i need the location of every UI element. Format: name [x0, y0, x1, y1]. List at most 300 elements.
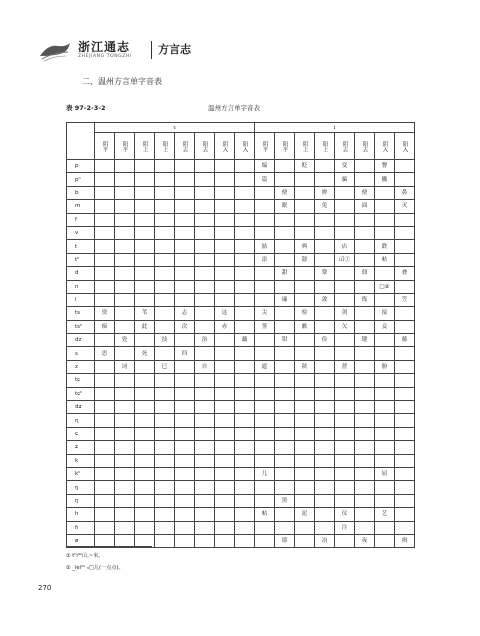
- syllable-cell: [275, 240, 295, 253]
- table-row: [67, 508, 415, 521]
- syllable-cell: [155, 414, 175, 427]
- syllable-cell: [235, 508, 255, 521]
- syllable-cell: [335, 293, 355, 306]
- syllable-cell: [235, 360, 255, 373]
- syllable-cell: [375, 387, 395, 400]
- syllable-cell: [295, 374, 315, 387]
- syllable-cell: [315, 360, 335, 373]
- syllable-cell: [395, 253, 415, 266]
- syllable-cell: 治: [195, 334, 215, 347]
- syllable-cell: [175, 534, 195, 547]
- syllable-cell: [235, 307, 255, 320]
- syllable-cell: [335, 267, 355, 280]
- table-row: [67, 374, 415, 387]
- tone-header: 阴入: [215, 133, 235, 160]
- syllable-cell: [175, 253, 195, 266]
- syllable-cell: [295, 280, 315, 293]
- initial-cell: k: [67, 454, 95, 467]
- syllable-cell: [195, 454, 215, 467]
- syllable-cell: [235, 293, 255, 306]
- syllable-cell: [155, 307, 175, 320]
- syllable-cell: [295, 213, 315, 226]
- syllable-cell: [315, 320, 335, 333]
- syllable-cell: [355, 320, 375, 333]
- syllable-cell: [235, 347, 255, 360]
- syllable-cell: [255, 454, 275, 467]
- syllable-cell: [115, 253, 135, 266]
- initial-cell: dz: [67, 334, 95, 347]
- syllable-cell: [215, 414, 235, 427]
- syllable-cell: [355, 374, 375, 387]
- table-row: [67, 240, 415, 253]
- footnote-rule: [66, 546, 152, 547]
- syllable-cell: [235, 173, 255, 186]
- syllable-cell: [375, 427, 395, 440]
- initial-cell: ŋ: [67, 494, 95, 507]
- syllable-cell: [335, 347, 355, 360]
- final-header: i: [255, 123, 415, 133]
- initial-cell: tsʰ: [67, 320, 95, 333]
- syllable-cell: 帖: [375, 253, 395, 266]
- tones-header-row: [67, 133, 415, 160]
- syllable-cell: [235, 253, 255, 266]
- syllable-cell: [175, 240, 195, 253]
- syllable-cell: [135, 213, 155, 226]
- syllable-cell: [155, 320, 175, 333]
- syllable-cell: [235, 320, 255, 333]
- syllable-cell: [315, 454, 335, 467]
- syllable-cell: 辫: [315, 186, 335, 199]
- syllable-cell: [255, 481, 275, 494]
- initial-cell: ø: [67, 534, 95, 547]
- syllable-cell: 变: [335, 160, 355, 173]
- syllable-cell: 舔: [295, 253, 315, 266]
- initial-cell: b: [67, 186, 95, 199]
- syllable-cell: [195, 467, 215, 480]
- table-row: [67, 173, 415, 186]
- syllable-cell: 志: [175, 307, 195, 320]
- syllable-cell: [235, 427, 255, 440]
- syllable-cell: [175, 414, 195, 427]
- syllable-cell: [255, 347, 275, 360]
- table-row: [67, 360, 415, 373]
- syllable-cell: [295, 521, 315, 534]
- syllable-cell: 佃: [355, 267, 375, 280]
- initial-cell: ʑ: [67, 441, 95, 454]
- syllable-cell: [215, 534, 235, 547]
- syllable-cell: [315, 253, 335, 266]
- syllable-cell: 甜: [275, 267, 295, 280]
- syllable-cell: [275, 213, 295, 226]
- syllable-cell: [235, 280, 255, 293]
- syllable-cell: [315, 467, 335, 480]
- syllable-cell: [215, 293, 235, 306]
- syllable-cell: [235, 267, 255, 280]
- syllable-cell: 歉: [295, 320, 315, 333]
- syllable-cell: [215, 226, 235, 239]
- corner-cell: [67, 123, 95, 160]
- initial-cell: ŋ: [67, 481, 95, 494]
- tone-header: 阳平: [275, 133, 295, 160]
- initial-cell: l: [67, 293, 95, 306]
- syllable-cell: [135, 427, 155, 440]
- syllable-cell: [255, 441, 275, 454]
- tone-header: 阴去: [175, 133, 195, 160]
- syllable-cell: [235, 186, 255, 199]
- syllable-cell: [215, 427, 235, 440]
- syllable-cell: 炼: [355, 293, 375, 306]
- syllable-cell: [155, 481, 175, 494]
- syllable-cell: [115, 280, 135, 293]
- table-row: [67, 454, 415, 467]
- tone-header: 阳去: [355, 133, 375, 160]
- table-row: [67, 280, 415, 293]
- syllable-cell: [215, 347, 235, 360]
- syllable-cell: [175, 200, 195, 213]
- syllable-cell: [195, 280, 215, 293]
- syllable-cell: [155, 374, 175, 387]
- syllable-cell: [175, 160, 195, 173]
- syllable-cell: [195, 508, 215, 521]
- syllable-cell: [275, 441, 295, 454]
- syllable-cell: [355, 213, 375, 226]
- syllable-cell: 痴: [95, 320, 115, 333]
- syllable-cell: [195, 401, 215, 414]
- syllable-cell: [195, 267, 215, 280]
- syllable-cell: 瞥: [375, 160, 395, 173]
- syllable-cell: [395, 347, 415, 360]
- syllable-cell: [235, 467, 255, 480]
- syllable-cell: 黑: [275, 494, 295, 507]
- syllable-cell: 编: [255, 160, 275, 173]
- syllable-cell: [355, 387, 375, 400]
- syllable-cell: 次: [175, 320, 195, 333]
- syllable-cell: 儿: [255, 467, 275, 480]
- initial-cell: tɕʰ: [67, 387, 95, 400]
- syllable-cell: [255, 414, 275, 427]
- syllable-cell: [395, 508, 415, 521]
- tone-header: 阴平: [255, 133, 275, 160]
- table-row: [67, 160, 415, 173]
- syllable-cell: [115, 267, 135, 280]
- table-row: [67, 467, 415, 480]
- syllable-cell: [395, 307, 415, 320]
- syllable-cell: [335, 334, 355, 347]
- syllable-cell: [195, 534, 215, 547]
- syllable-cell: [115, 347, 135, 360]
- syllable-cell: [215, 173, 235, 186]
- syllable-cell: [335, 374, 355, 387]
- tone-header: 阳入: [395, 133, 415, 160]
- syllable-cell: 技: [155, 334, 175, 347]
- syllable-cell: [375, 267, 395, 280]
- syllable-cell: [255, 494, 275, 507]
- zhejiang-tongzhi-logo-icon: [38, 40, 72, 62]
- syllable-cell: 注: [335, 521, 355, 534]
- syllable-cell: 簟: [315, 267, 335, 280]
- syllable-cell: [315, 521, 335, 534]
- syllable-cell: [255, 186, 275, 199]
- syllable-cell: [135, 240, 155, 253]
- syllable-cell: 跌: [375, 240, 395, 253]
- syllable-cell: [135, 467, 155, 480]
- syllable-cell: [315, 347, 335, 360]
- syllable-cell: [215, 334, 235, 347]
- syllable-cell: [295, 293, 315, 306]
- syllable-cell: [155, 267, 175, 280]
- syllable-cell: [175, 267, 195, 280]
- syllable-cell: [155, 226, 175, 239]
- syllable-cell: [315, 508, 335, 521]
- syllable-cell: [195, 240, 215, 253]
- syllable-cell: [295, 427, 315, 440]
- syllable-cell: [395, 427, 415, 440]
- syllable-cell: [355, 160, 375, 173]
- table-row: [67, 387, 415, 400]
- syllable-cell: [175, 494, 195, 507]
- initial-cell: ɕ: [67, 427, 95, 440]
- syllable-cell: [95, 213, 115, 226]
- syllable-cell: [195, 200, 215, 213]
- syllable-cell: [235, 494, 255, 507]
- syllable-cell: [275, 226, 295, 239]
- table-row: [67, 213, 415, 226]
- syllable-cell: [175, 186, 195, 199]
- syllable-cell: [175, 387, 195, 400]
- syllable-cell: [275, 374, 295, 387]
- syllable-cell: [315, 441, 335, 454]
- syllable-cell: 蔗: [335, 360, 355, 373]
- table-row: [67, 186, 415, 199]
- footnote-1: ① tʰi⁴²𠙶,~米。: [66, 553, 104, 559]
- syllable-cell: [355, 427, 375, 440]
- syllable-cell: [95, 253, 115, 266]
- syllable-cell: [215, 186, 235, 199]
- syllable-cell: [395, 213, 415, 226]
- tone-header: 阴上: [135, 133, 155, 160]
- syllable-cell: [395, 454, 415, 467]
- table-title: 温州方言单字音表: [208, 104, 260, 112]
- syllable-cell: [195, 387, 215, 400]
- footnote-2: ② _lei²¹ ₃□儿(一点点)。: [66, 565, 124, 571]
- header-title: 方言志: [158, 43, 191, 56]
- syllable-cell: [115, 414, 135, 427]
- syllable-cell: [255, 200, 275, 213]
- syllable-cell: [155, 401, 175, 414]
- syllable-cell: [95, 481, 115, 494]
- syllable-cell: 廉: [275, 293, 295, 306]
- table-row: [67, 481, 415, 494]
- syllable-cell: 俭: [315, 334, 335, 347]
- syllable-cell: [335, 467, 355, 480]
- initial-cell: n: [67, 280, 95, 293]
- syllable-cell: [355, 508, 375, 521]
- tone-header: 阳上: [155, 133, 175, 160]
- syllable-cell: [275, 360, 295, 373]
- syllable-cell: [115, 374, 135, 387]
- syllable-cell: [235, 521, 255, 534]
- syllable-cell: [95, 280, 115, 293]
- table-row: [67, 521, 415, 534]
- syllable-cell: [115, 226, 135, 239]
- initial-cell: s: [67, 347, 95, 360]
- syllable-cell: [175, 173, 195, 186]
- syllable-cell: [215, 253, 235, 266]
- syllable-cell: 藤: [395, 334, 415, 347]
- syllable-cell: 钳: [275, 334, 295, 347]
- syllable-cell: [135, 387, 155, 400]
- syllable-cell: [395, 320, 415, 333]
- syllable-cell: [215, 494, 235, 507]
- syllable-cell: [255, 226, 275, 239]
- syllable-cell: [215, 213, 235, 226]
- syllable-cell: 词: [115, 360, 135, 373]
- syllable-cell: [395, 481, 415, 494]
- syllable-cell: [375, 186, 395, 199]
- syllable-cell: [155, 441, 175, 454]
- syllable-cell: [355, 360, 375, 373]
- syllable-cell: [135, 226, 155, 239]
- syllable-cell: [335, 200, 355, 213]
- syllable-cell: [115, 427, 135, 440]
- syllable-cell: [175, 374, 195, 387]
- syllable-cell: [395, 387, 415, 400]
- syllable-cell: [275, 427, 295, 440]
- syllable-cell: [355, 240, 375, 253]
- syllable-cell: [155, 521, 175, 534]
- syllable-cell: [195, 441, 215, 454]
- initial-cell: dʑ: [67, 401, 95, 414]
- syllable-cell: [115, 454, 135, 467]
- syllable-cell: [175, 293, 195, 306]
- initial-cell: ɳ: [67, 414, 95, 427]
- syllable-cell: [175, 467, 195, 480]
- syllable-cell: [115, 307, 135, 320]
- syllable-cell: 篇: [255, 173, 275, 186]
- syllable-cell: [335, 534, 355, 547]
- syllable-cell: [275, 253, 295, 266]
- syllable-cell: [355, 414, 375, 427]
- syllable-cell: [255, 293, 275, 306]
- syllable-cell: 叠: [395, 267, 415, 280]
- table-row: [67, 253, 415, 266]
- syllable-cell: [395, 441, 415, 454]
- syllable-cell: [175, 508, 195, 521]
- syllable-cell: [295, 173, 315, 186]
- syllable-cell: [315, 494, 335, 507]
- syllable-cell: 撇: [375, 173, 395, 186]
- initial-cell: tɕ: [67, 374, 95, 387]
- syllable-cell: 遮: [255, 360, 275, 373]
- brand-pinyin: ZHEJIANG TONGZHI: [78, 54, 132, 59]
- syllable-cell: [95, 240, 115, 253]
- syllable-cell: [115, 186, 135, 199]
- syllable-cell: [215, 387, 235, 400]
- syllable-cell: [155, 467, 175, 480]
- syllable-cell: [315, 427, 335, 440]
- syllable-cell: [275, 160, 295, 173]
- syllable-cell: [255, 267, 275, 280]
- syllable-cell: [235, 213, 255, 226]
- syllable-cell: [115, 320, 135, 333]
- syllable-cell: [195, 160, 215, 173]
- syllable-cell: [375, 414, 395, 427]
- syllable-cell: 泥: [295, 508, 315, 521]
- tone-header: 阴上: [295, 133, 315, 160]
- syllable-cell: [135, 267, 155, 280]
- syllable-cell: [215, 508, 235, 521]
- initial-cell: pʰ: [67, 173, 95, 186]
- page-header: [38, 38, 198, 68]
- syllable-cell: [195, 226, 215, 239]
- syllable-cell: [375, 374, 395, 387]
- syllable-cell: [315, 481, 335, 494]
- syllable-cell: [395, 521, 415, 534]
- table-row: [67, 307, 415, 320]
- syllable-cell: [235, 200, 255, 213]
- syllable-cell: 眠: [275, 200, 295, 213]
- table-row: [67, 441, 415, 454]
- syllable-cell: [135, 160, 155, 173]
- syllable-cell: [255, 334, 275, 347]
- syllable-cell: [355, 521, 375, 534]
- syllable-cell: [135, 508, 155, 521]
- syllable-cell: 揖: [395, 534, 415, 547]
- tone-header: 阴平: [95, 133, 115, 160]
- syllable-cell: [275, 307, 295, 320]
- syllable-cell: [255, 521, 275, 534]
- syllable-cell: [295, 467, 315, 480]
- syllable-cell: [375, 213, 395, 226]
- syllable-cell: 签: [255, 320, 275, 333]
- syllable-cell: [295, 267, 315, 280]
- table-row: [67, 401, 415, 414]
- syllable-cell: [315, 307, 335, 320]
- syllable-cell: [95, 427, 115, 440]
- syllable-cell: 瓷: [115, 334, 135, 347]
- syllable-cell: [275, 387, 295, 400]
- syllable-cell: [155, 293, 175, 306]
- syllable-cell: [195, 521, 215, 534]
- syllable-cell: 键: [355, 334, 375, 347]
- syllable-cell: [155, 494, 175, 507]
- syllable-cell: [135, 494, 155, 507]
- table-row: [67, 267, 415, 280]
- syllable-cell: 思: [95, 347, 115, 360]
- syllable-cell: [295, 454, 315, 467]
- syllable-cell: [195, 253, 215, 266]
- syllable-cell: [275, 481, 295, 494]
- syllable-cell: [95, 226, 115, 239]
- syllable-cell: [375, 347, 395, 360]
- syllable-cell: 夜: [355, 534, 375, 547]
- syllable-cell: [95, 414, 115, 427]
- syllable-cell: [155, 160, 175, 173]
- syllable-cell: [375, 226, 395, 239]
- syllable-cell: [315, 280, 335, 293]
- syllable-cell: [195, 173, 215, 186]
- syllable-cell: [135, 253, 155, 266]
- initial-cell: z: [67, 360, 95, 373]
- section-heading: 二、温州方言单字音表: [82, 77, 162, 86]
- table-row: [67, 293, 415, 306]
- initial-cell: d: [67, 267, 95, 280]
- syllable-cell: [135, 401, 155, 414]
- syllable-cell: [235, 374, 255, 387]
- syllable-cell: [295, 226, 315, 239]
- initial-cell: ts: [67, 307, 95, 320]
- syllable-cell: [275, 508, 295, 521]
